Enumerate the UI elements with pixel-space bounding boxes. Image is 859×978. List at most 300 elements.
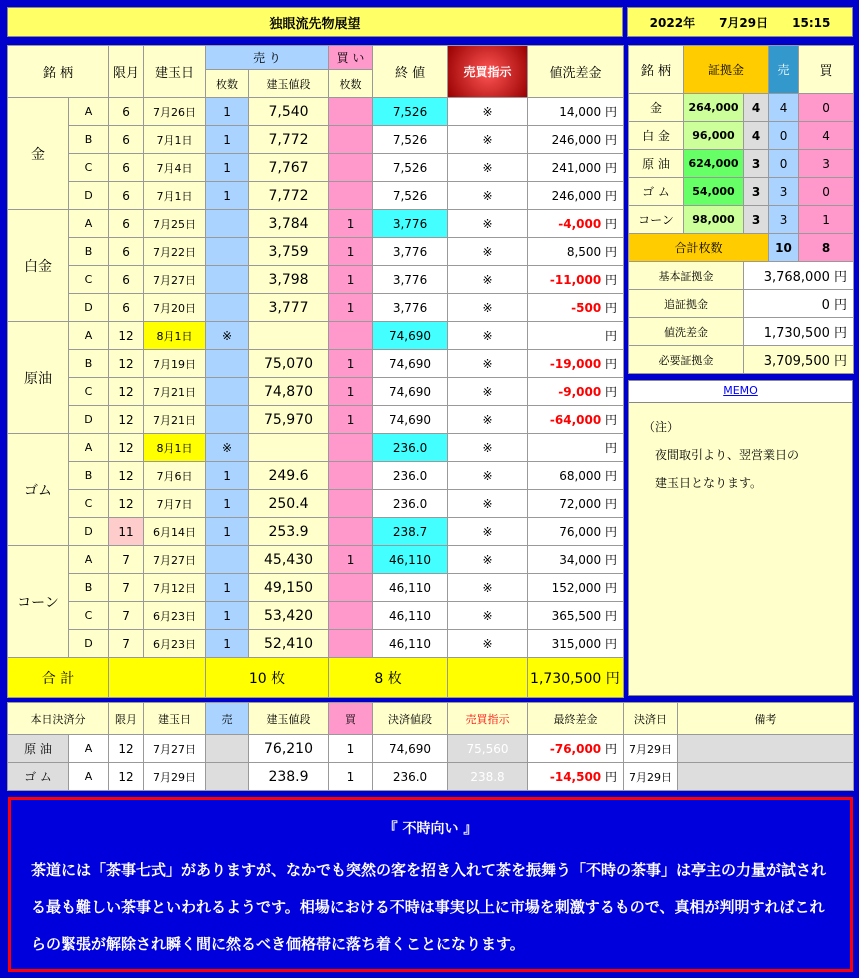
position-slot: B	[69, 126, 109, 154]
yen-unit: 円	[604, 742, 617, 756]
position-buy-qty	[329, 182, 373, 210]
margin-total-sell: 10	[769, 234, 799, 262]
diff-value: -9,000	[558, 385, 602, 399]
settled-header-date: 建玉日	[144, 703, 206, 735]
position-sell-qty: 1	[206, 518, 249, 546]
margin-name: 金	[629, 94, 684, 122]
position-slot: A	[69, 210, 109, 238]
position-date: 7月19日	[144, 350, 206, 378]
position-signal: ※	[448, 98, 528, 126]
position-buy-qty: 1	[329, 210, 373, 238]
yen-unit: 円	[605, 413, 618, 427]
margin-amount: 96,000	[684, 122, 744, 150]
col-header-sell-qty: 枚数	[206, 70, 249, 98]
position-sell-qty: 1	[206, 154, 249, 182]
position-sell-qty	[206, 238, 249, 266]
margin-amount: 264,000	[684, 94, 744, 122]
memo-line: （注）	[643, 420, 680, 434]
position-row[interactable]	[8, 126, 624, 154]
position-close: 236.0	[373, 490, 448, 518]
position-row[interactable]	[8, 378, 624, 406]
position-diff	[528, 546, 624, 574]
settled-buy: 1	[329, 763, 373, 791]
position-close: 3,776	[373, 210, 448, 238]
position-row[interactable]	[8, 210, 624, 238]
position-row[interactable]	[8, 490, 624, 518]
margin-sell: 4	[769, 94, 799, 122]
yen-unit: 円	[605, 301, 618, 315]
margin-units: 3	[744, 206, 769, 234]
position-buy-qty: 1	[329, 294, 373, 322]
position-date: 7月1日	[144, 126, 206, 154]
position-row[interactable]	[8, 434, 624, 462]
position-slot: C	[69, 602, 109, 630]
settled-slot: A	[69, 735, 109, 763]
position-row[interactable]	[8, 602, 624, 630]
position-month: 6	[109, 266, 144, 294]
position-month: 7	[109, 574, 144, 602]
position-price: 7,767	[249, 154, 329, 182]
diff-value: 241,000	[551, 161, 602, 175]
settled-header-signal: 売買指示	[448, 703, 528, 735]
position-buy-qty: 1	[329, 238, 373, 266]
margin-buy: 0	[799, 178, 854, 206]
position-month: 7	[109, 546, 144, 574]
position-close: 46,110	[373, 574, 448, 602]
margin-row	[629, 122, 854, 150]
total-buy: 8 枚	[329, 658, 448, 698]
total-spacer	[109, 658, 206, 698]
position-row[interactable]	[8, 238, 624, 266]
yen-unit: 円	[605, 553, 618, 567]
summary-value	[744, 346, 854, 374]
position-buy-qty	[329, 322, 373, 350]
position-date: 7月21日	[144, 406, 206, 434]
commodity-name: 金	[8, 98, 69, 210]
margin-row	[629, 178, 854, 206]
yen-unit: 円	[605, 273, 618, 287]
position-price: 3,777	[249, 294, 329, 322]
summary-value	[744, 262, 854, 290]
diff-value: 315,000	[551, 637, 602, 651]
col-header-price: 建玉値段	[249, 70, 329, 98]
position-slot: D	[69, 518, 109, 546]
position-row[interactable]	[8, 154, 624, 182]
diff-value: -4,000	[558, 217, 602, 231]
yen-unit: 円	[834, 298, 848, 313]
position-signal: ※	[448, 518, 528, 546]
position-signal: ※	[448, 294, 528, 322]
yen-unit: 円	[605, 385, 618, 399]
diff-value: 365,500	[551, 609, 602, 623]
summary-amount: 3,709,500	[763, 354, 830, 369]
position-month: 6	[109, 126, 144, 154]
position-buy-qty	[329, 602, 373, 630]
margin-sell: 3	[769, 206, 799, 234]
diff-value: -14,500	[549, 770, 602, 784]
position-diff	[528, 462, 624, 490]
position-signal: ※	[448, 378, 528, 406]
column-title: 『 不時向い 』	[383, 821, 478, 837]
position-price: 53,420	[249, 602, 329, 630]
position-sell-qty	[206, 546, 249, 574]
memo-panel	[628, 380, 853, 696]
position-price: 3,759	[249, 238, 329, 266]
yen-unit: 円	[605, 189, 618, 203]
position-row[interactable]	[8, 546, 624, 574]
page-title-bar	[7, 7, 623, 37]
settled-sdate: 7月29日	[624, 763, 678, 791]
position-buy-qty	[329, 462, 373, 490]
yen-unit: 円	[605, 469, 618, 483]
summary-label: 基本証拠金	[629, 262, 744, 290]
margin-amount: 98,000	[684, 206, 744, 234]
position-close: 236.0	[373, 434, 448, 462]
margin-sell: 0	[769, 122, 799, 150]
position-diff	[528, 378, 624, 406]
position-price: 7,772	[249, 126, 329, 154]
position-row[interactable]	[8, 322, 624, 350]
position-price: 250.4	[249, 490, 329, 518]
position-date: 7月21日	[144, 378, 206, 406]
position-sell-qty: 1	[206, 602, 249, 630]
margin-row	[629, 206, 854, 234]
position-month: 6	[109, 182, 144, 210]
position-diff	[528, 154, 624, 182]
position-buy-qty	[329, 518, 373, 546]
settled-name: ゴ ム	[8, 763, 69, 791]
position-price: 3,784	[249, 210, 329, 238]
position-month: 7	[109, 602, 144, 630]
diff-value: 14,000	[559, 105, 602, 119]
settled-buy: 1	[329, 735, 373, 763]
diff-value: -19,000	[549, 357, 602, 371]
yen-unit: 円	[605, 581, 618, 595]
margin-sell: 0	[769, 150, 799, 178]
diff-value: 152,000	[551, 581, 602, 595]
col-header-month: 限月	[109, 46, 144, 98]
settled-settle: 74,690	[373, 735, 448, 763]
settled-name: 原 油	[8, 735, 69, 763]
position-buy-qty	[329, 630, 373, 658]
col-header-diff: 値洗差金	[528, 46, 624, 98]
position-sell-qty	[206, 210, 249, 238]
position-price	[249, 434, 329, 462]
position-signal: ※	[448, 574, 528, 602]
summary-amount: 1,730,500	[763, 326, 830, 341]
position-diff	[528, 98, 624, 126]
commodity-name: ゴム	[8, 434, 69, 546]
position-signal: ※	[448, 546, 528, 574]
position-month: 11	[109, 518, 144, 546]
position-date: 7月25日	[144, 210, 206, 238]
position-close: 238.7	[373, 518, 448, 546]
position-month: 12	[109, 378, 144, 406]
summary-amount: 3,768,000	[763, 270, 830, 285]
yen-unit: 円	[605, 161, 618, 175]
position-diff	[528, 210, 624, 238]
position-buy-qty: 1	[329, 406, 373, 434]
position-close: 46,110	[373, 602, 448, 630]
position-price: 45,430	[249, 546, 329, 574]
position-close: 46,110	[373, 546, 448, 574]
position-signal: ※	[448, 462, 528, 490]
diff-value: 8,500	[566, 245, 602, 259]
margin-row	[629, 150, 854, 178]
position-date: 7月6日	[144, 462, 206, 490]
position-date: 6月14日	[144, 518, 206, 546]
signal-button[interactable]: 売買指示	[448, 46, 528, 98]
position-slot: C	[69, 266, 109, 294]
margin-name: コーン	[629, 206, 684, 234]
position-signal: ※	[448, 490, 528, 518]
position-signal: ※	[448, 238, 528, 266]
settled-price: 238.9	[249, 763, 329, 791]
position-slot: A	[69, 546, 109, 574]
summary-row	[629, 290, 854, 318]
position-price: 249.6	[249, 462, 329, 490]
settled-note	[678, 735, 854, 763]
diff-value: 72,000	[559, 497, 602, 511]
position-slot: D	[69, 294, 109, 322]
position-price: 52,410	[249, 630, 329, 658]
position-buy-qty: 1	[329, 546, 373, 574]
position-price: 74,870	[249, 378, 329, 406]
position-close: 3,776	[373, 238, 448, 266]
position-signal: ※	[448, 350, 528, 378]
position-close: 46,110	[373, 630, 448, 658]
position-slot: D	[69, 182, 109, 210]
position-sell-qty	[206, 378, 249, 406]
position-sell-qty: ※	[206, 434, 249, 462]
settled-header-settle: 決済値段	[373, 703, 448, 735]
position-row[interactable]	[8, 350, 624, 378]
settled-signal: 75,560	[448, 735, 528, 763]
position-slot: B	[69, 574, 109, 602]
memo-note	[629, 403, 852, 497]
position-signal: ※	[448, 406, 528, 434]
date-time: 2022年 7月29日 15:15	[649, 15, 831, 30]
yen-unit: 円	[605, 525, 618, 539]
position-buy-qty	[329, 126, 373, 154]
positions-table	[7, 45, 624, 698]
summary-amount: 0	[821, 298, 830, 313]
margin-row	[629, 94, 854, 122]
settled-slot: A	[69, 763, 109, 791]
margin-header-margin: 証拠金	[684, 46, 769, 94]
summary-label: 追証拠金	[629, 290, 744, 318]
position-month: 12	[109, 406, 144, 434]
summary-row	[629, 262, 854, 290]
margin-name: 原 油	[629, 150, 684, 178]
position-month: 6	[109, 98, 144, 126]
position-signal: ※	[448, 154, 528, 182]
position-buy-qty	[329, 154, 373, 182]
position-month: 12	[109, 490, 144, 518]
summary-label: 値洗差金	[629, 318, 744, 346]
settled-header-month: 限月	[109, 703, 144, 735]
memo-line: 夜間取引より、翌営業日の	[643, 448, 800, 462]
settled-header-sdate: 決済日	[624, 703, 678, 735]
position-slot: C	[69, 490, 109, 518]
settled-diff	[528, 763, 624, 791]
position-diff	[528, 350, 624, 378]
position-sell-qty: 1	[206, 462, 249, 490]
position-month: 6	[109, 238, 144, 266]
commodity-name: 白金	[8, 210, 69, 322]
position-price: 3,798	[249, 266, 329, 294]
position-diff	[528, 406, 624, 434]
total-spacer2	[448, 658, 528, 698]
margin-header-name: 銘 柄	[629, 46, 684, 94]
col-header-close: 終 値	[373, 46, 448, 98]
position-month: 12	[109, 462, 144, 490]
position-row[interactable]	[8, 518, 624, 546]
position-buy-qty	[329, 490, 373, 518]
yen-unit: 円	[605, 609, 618, 623]
position-date: 7月26日	[144, 98, 206, 126]
commodity-name: 原油	[8, 322, 69, 434]
yen-unit: 円	[605, 105, 618, 119]
yen-unit: 円	[604, 770, 617, 784]
position-sell-qty: 1	[206, 630, 249, 658]
position-date: 6月23日	[144, 602, 206, 630]
margin-name: ゴ ム	[629, 178, 684, 206]
yen-unit: 円	[605, 217, 618, 231]
summary-value	[744, 318, 854, 346]
position-date: 7月4日	[144, 154, 206, 182]
margin-total-label: 合計枚数	[629, 234, 769, 262]
position-slot: D	[69, 406, 109, 434]
margin-units: 4	[744, 122, 769, 150]
position-signal: ※	[448, 182, 528, 210]
position-diff	[528, 574, 624, 602]
position-diff	[528, 266, 624, 294]
position-close: 7,526	[373, 126, 448, 154]
summary-label: 必要証拠金	[629, 346, 744, 374]
settled-sell	[206, 735, 249, 763]
settled-row	[8, 735, 854, 763]
position-row[interactable]	[8, 294, 624, 322]
settled-month: 12	[109, 735, 144, 763]
position-month: 7	[109, 630, 144, 658]
position-row[interactable]	[8, 266, 624, 294]
position-slot: A	[69, 434, 109, 462]
col-header-buy-qty: 枚数	[329, 70, 373, 98]
margin-total-buy: 8	[799, 234, 854, 262]
margin-buy: 3	[799, 150, 854, 178]
position-date: 7月27日	[144, 266, 206, 294]
position-date: 7月1日	[144, 182, 206, 210]
position-buy-qty: 1	[329, 350, 373, 378]
settled-header-buy: 買	[329, 703, 373, 735]
position-price: 253.9	[249, 518, 329, 546]
position-diff	[528, 434, 624, 462]
position-buy-qty: 1	[329, 378, 373, 406]
settled-date: 7月29日	[144, 763, 206, 791]
position-slot: D	[69, 630, 109, 658]
settled-sell	[206, 763, 249, 791]
position-row[interactable]	[8, 630, 624, 658]
yen-unit: 円	[605, 441, 618, 455]
memo-link[interactable]: MEMO	[629, 381, 852, 403]
position-slot: A	[69, 98, 109, 126]
position-price: 75,970	[249, 406, 329, 434]
diff-value: -500	[571, 301, 602, 315]
total-diff: 1,730,500 円	[528, 658, 624, 698]
diff-value: 68,000	[559, 469, 602, 483]
settled-date: 7月27日	[144, 735, 206, 763]
position-row[interactable]	[8, 182, 624, 210]
position-close: 7,526	[373, 154, 448, 182]
settled-header-sell: 売	[206, 703, 249, 735]
yen-unit: 円	[605, 133, 618, 147]
position-month: 12	[109, 350, 144, 378]
position-sell-qty: 1	[206, 490, 249, 518]
settled-table	[7, 702, 854, 791]
settled-diff	[528, 735, 624, 763]
position-date: 6月23日	[144, 630, 206, 658]
margin-buy: 4	[799, 122, 854, 150]
position-row[interactable]	[8, 98, 624, 126]
diff-value: 34,000	[559, 553, 602, 567]
settled-header-note: 備考	[678, 703, 854, 735]
position-month: 6	[109, 154, 144, 182]
position-diff	[528, 238, 624, 266]
margin-buy: 0	[799, 94, 854, 122]
position-slot: C	[69, 378, 109, 406]
margin-sell: 3	[769, 178, 799, 206]
position-price: 49,150	[249, 574, 329, 602]
col-header-name: 銘 柄	[8, 46, 109, 98]
position-buy-qty	[329, 98, 373, 126]
position-signal: ※	[448, 602, 528, 630]
position-date: 7月7日	[144, 490, 206, 518]
position-price: 7,540	[249, 98, 329, 126]
position-date: 7月20日	[144, 294, 206, 322]
settled-note	[678, 763, 854, 791]
yen-unit: 円	[605, 497, 618, 511]
yen-unit: 円	[605, 637, 618, 651]
settled-header-price: 建玉値段	[249, 703, 329, 735]
position-month: 12	[109, 434, 144, 462]
position-slot: A	[69, 322, 109, 350]
settled-row	[8, 763, 854, 791]
position-date: 7月27日	[144, 546, 206, 574]
col-header-date: 建玉日	[144, 46, 206, 98]
settled-signal: 238.8	[448, 763, 528, 791]
settled-sdate: 7月29日	[624, 735, 678, 763]
margin-units: 3	[744, 178, 769, 206]
position-buy-qty	[329, 574, 373, 602]
position-row[interactable]	[8, 406, 624, 434]
settled-price: 76,210	[249, 735, 329, 763]
position-close: 236.0	[373, 462, 448, 490]
position-close: 74,690	[373, 322, 448, 350]
diff-value: 246,000	[551, 189, 602, 203]
diff-value: -64,000	[549, 413, 602, 427]
margin-header-sell: 売	[769, 46, 799, 94]
settled-month: 12	[109, 763, 144, 791]
position-signal: ※	[448, 266, 528, 294]
position-row[interactable]	[8, 574, 624, 602]
position-close: 74,690	[373, 406, 448, 434]
settled-settle: 236.0	[373, 763, 448, 791]
position-month: 6	[109, 294, 144, 322]
position-close: 7,526	[373, 98, 448, 126]
position-signal: ※	[448, 322, 528, 350]
position-row[interactable]	[8, 462, 624, 490]
